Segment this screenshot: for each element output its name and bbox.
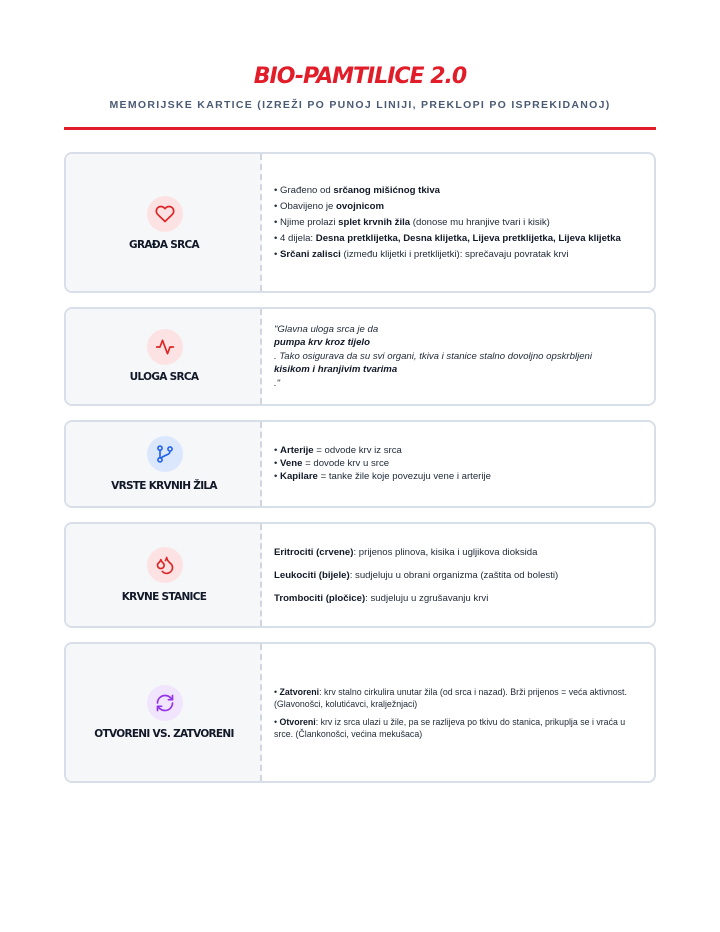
quote-text: "Glavna uloga srca je da — [274, 323, 379, 335]
page-title: BIO-PAMTILICE 2.0 — [253, 64, 467, 89]
card-label: VRSTE KRVNIH ŽILA — [111, 480, 217, 492]
flashcard-otvoreni-vs-zatvoreni — [64, 642, 656, 783]
icon-badge — [147, 196, 183, 232]
flashcard-uloga-srca — [64, 307, 656, 406]
card-back — [262, 422, 654, 506]
list-item: Trombociti (pločice): sudjeluju u zgrušavanju krvi — [274, 592, 489, 604]
refresh-cycle-icon — [155, 693, 175, 713]
icon-badge — [147, 547, 183, 583]
flashcard-vrste-krvnih-zila — [64, 420, 656, 508]
list-item: • Građeno od srčanog mišićnog tkiva — [274, 184, 441, 196]
branch-vessels-icon — [155, 444, 175, 464]
list-item: • Obavijeno je ovojnicom — [274, 200, 385, 212]
flashcard-grada-srca — [64, 152, 656, 293]
icon-badge — [147, 685, 183, 721]
card-front — [66, 154, 262, 291]
list-item: Eritrociti (crvene): prijenos plinova, kisika i ugljikova dioksida — [274, 546, 538, 558]
quote-emphasis: pumpa krv kroz tijelo — [274, 337, 370, 349]
heart-icon — [155, 204, 175, 224]
card-back — [262, 524, 654, 626]
quote-text: ." — [274, 377, 281, 389]
heartbeat-pulse-icon — [155, 337, 175, 357]
card-label: KRVNE STANICE — [121, 591, 207, 603]
list-item: • Srčani zalisci (između klijetki i pretklijetki): sprečavaju povratak krvi — [274, 248, 569, 260]
icon-badge — [147, 329, 183, 365]
list-item: • Arterije = odvode krv iz srca — [274, 445, 402, 456]
icon-badge — [147, 436, 183, 472]
card-back — [262, 309, 654, 404]
card-front — [66, 422, 262, 506]
card-label: GRAĐA SRCA — [129, 239, 199, 251]
list-item: • Njime prolazi splet krvnih žila (donose mu hranjive tvari i kisik) — [274, 216, 550, 228]
list-item: • Otvoreni: krv iz srca ulazi u žile, pa se razlijeva po tkivu do stanica, prikuplja se i vraća u srce. (Člankonošci, većina mekušaca) — [274, 716, 626, 739]
card-front — [66, 309, 262, 404]
card-front — [66, 524, 262, 626]
list-item: Leukociti (bijele): sudjeluju u obrani organizma (zaštita od bolesti) — [274, 569, 559, 581]
page-subtitle: MEMORIJSKE KARTICE (IZREŽI PO PUNOJ LINIJI, PREKLOPI PO ISPREKIDANOJ) — [109, 99, 611, 111]
card-label: ULOGA SRCA — [129, 371, 199, 383]
blood-drops-icon — [155, 555, 175, 575]
list-item: • Zatvoreni: krv stalno cirkulira unutar žila (od srca i nazad). Brži prijenos = veća aktivnost. (Glavonošci, kolutićavci, kralježnjaci) — [274, 686, 627, 709]
list-item: • 4 dijela: Desna pretklijetka, Desna klijetka, Lijeva pretklijetka, Lijeva klijetka — [274, 232, 621, 244]
card-back — [262, 644, 654, 781]
card-label: OTVORENI VS. ZATVORENI — [94, 728, 234, 740]
list-item: • Kapilare = tanke žile koje povezuju vene i arterije — [274, 471, 491, 482]
list-item: • Vene = dovode krv u srce — [274, 458, 390, 469]
card-back — [262, 154, 654, 291]
quote-emphasis: kisikom i hranjivim tvarima — [274, 364, 398, 376]
quote-text: . Tako osigurava da su svi organi, tkiva i stanice stalno dovoljno opskrbljeni — [274, 350, 593, 362]
flashcard-krvne-stanice — [64, 522, 656, 628]
title-divider — [64, 127, 656, 130]
card-front — [66, 644, 262, 781]
